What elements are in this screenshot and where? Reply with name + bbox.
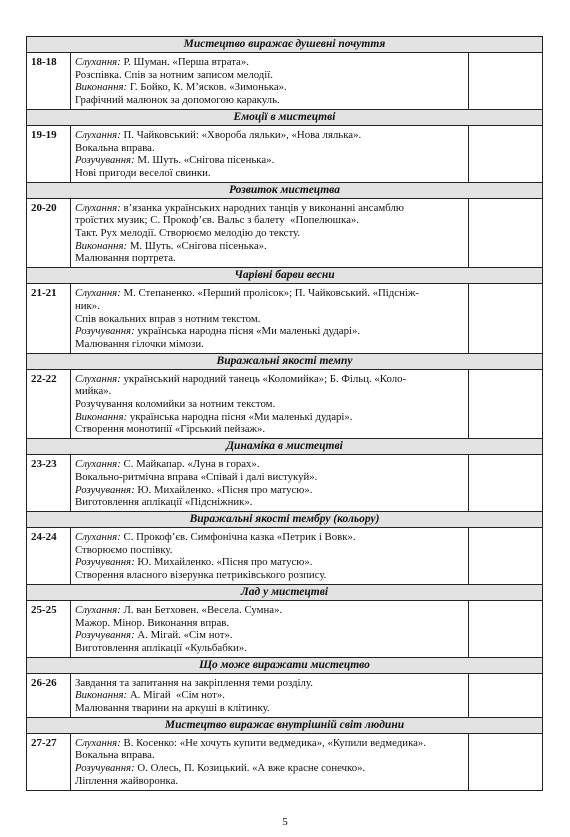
section-title: Виражальні якості тембру (кольору) [27,511,543,527]
lesson-number: 26-26 [27,673,71,717]
lesson-line [75,556,464,569]
activity-text: А. Мігай «Сім нот». [127,689,225,702]
lesson-line [75,689,464,702]
lesson-line [75,484,464,497]
lesson-plan-table [26,36,543,791]
activity-text: Ю. Михайленко. «Пісня про матусю». [134,483,313,496]
lesson-content [71,673,469,717]
activity-label: Слухання: [75,372,121,385]
lesson-line [75,737,464,750]
page-number: 5 [282,816,288,828]
lesson-line [75,252,464,265]
lesson-content [71,600,469,657]
activity-text: Мажор. Мінор. Виконання вправ. [75,616,230,629]
lesson-line [75,154,464,167]
lesson-line [75,775,464,788]
lesson-line [75,167,464,180]
lesson-row [27,527,543,584]
activity-text: Л. ван Бетховен. «Весела. Сумна». [120,603,283,616]
lesson-number: 20-20 [27,198,71,268]
notes-cell [469,284,543,354]
activity-text: Графічний малюнок за допомогою каракуль. [75,94,280,107]
notes-cell [469,125,543,182]
notes-cell [469,198,543,268]
activity-text: Спів вокальних вправ з нотним текстом. [75,312,261,325]
section-header-row [27,353,543,369]
section-header-row [27,109,543,125]
activity-text: Створення монотипії «Гірський пейзаж». [75,423,266,436]
activity-label: Розучування: [75,325,135,338]
section-header-row [27,584,543,600]
activity-text: Виготовлення аплікації «Підсніжник». [75,496,253,509]
activity-text: українська народна пісня «Ми маленькі дударі». [134,325,361,338]
notes-cell [469,53,543,110]
activity-text: М. Шуть. «Снігова пісенька». [127,239,267,252]
lesson-line [75,385,464,398]
activity-text: в’язанка українських народних танців у виконанні ансамблю [120,201,404,214]
activity-text: Вокальна вправа. [75,749,155,762]
activity-text: Розучування коломийки за нотним текстом. [75,398,276,411]
lesson-line [75,531,464,544]
notes-cell [469,455,543,512]
lesson-content [71,198,469,268]
activity-label: Виконання: [75,689,128,702]
lesson-content [71,455,469,512]
activity-text: ник». [75,299,100,312]
activity-label: Слухання: [75,201,121,214]
lesson-row [27,125,543,182]
activity-text: українська народна пісня «Ми маленькі дударі». [127,410,353,423]
activity-text: С. Прокоф’єв. Симфонічна казка «Петрик і Вовк». [120,530,356,543]
section-title: Виражальні якості темпу [27,353,543,369]
activity-label: Розучування: [75,629,135,642]
lesson-line [75,94,464,107]
lesson-line [75,629,464,642]
lesson-line [75,642,464,655]
lesson-line [75,81,464,94]
activity-text: український народний танець «Коломийка»; Б. Фільц. «Коло- [120,372,407,385]
lesson-row [27,369,543,439]
lesson-content [71,125,469,182]
activity-text: мийка». [75,385,112,398]
lesson-line [75,677,464,690]
lesson-line [75,569,464,582]
notes-cell [469,600,543,657]
activity-text: троїстих музик; С. Прокоф’єв. Вальс з балету «Попелюшка». [75,214,359,227]
lesson-line [75,398,464,411]
activity-text: Ю. Михайленко. «Пісня про матусю». [134,556,313,569]
lesson-number: 21-21 [27,284,71,354]
activity-label: Слухання: [75,287,121,300]
lesson-line [75,749,464,762]
activity-text: Завдання та запитання на закріплення теми розділу. [75,676,313,689]
activity-label: Розучування: [75,762,135,775]
lesson-number: 24-24 [27,527,71,584]
lesson-line [75,325,464,338]
lesson-line [75,702,464,715]
lesson-row [27,284,543,354]
section-header-row [27,37,543,53]
lesson-line [75,202,464,215]
lesson-row [27,455,543,512]
lesson-line [75,762,464,775]
notes-cell [469,369,543,439]
lesson-content [71,53,469,110]
activity-text: Р. Шуман. «Перша втрата». [120,56,249,68]
section-header-row [27,511,543,527]
lesson-content [71,284,469,354]
section-title: Розвиток мистецтва [27,182,543,198]
lesson-row [27,673,543,717]
activity-text: О. Олесь, П. Козицький. «А вже красне сонечко». [134,762,366,775]
lesson-line [75,496,464,509]
lesson-row [27,198,543,268]
activity-text: П. Чайковський: «Хвороба ляльки», «Нова лялька». [120,128,362,141]
activity-text: Нові пригоди веселої свинки. [75,166,211,179]
activity-text: Малювання тварини на аркуші в клітинку. [75,702,270,715]
activity-text: С. Майкапар. «Луна в горах». [120,458,260,471]
lesson-line [75,142,464,155]
section-header-row [27,657,543,673]
section-header-row [27,182,543,198]
activity-text: Г. Бойко, К. М’ясков. «Зимонька». [127,81,287,94]
lesson-line [75,129,464,142]
activity-label: Виконання: [75,410,128,423]
activity-label: Слухання: [75,603,121,616]
lesson-number: 23-23 [27,455,71,512]
lesson-content [71,733,469,790]
section-title: Чарівні барви весни [27,268,543,284]
lesson-line [75,617,464,630]
activity-label: Виконання: [75,81,128,94]
activity-label: Розучування: [75,483,135,496]
section-header-row [27,717,543,733]
activity-text: Малювання портрета. [75,252,176,265]
activity-label: Виконання: [75,239,128,252]
activity-label: Розучування: [75,556,135,569]
lesson-row [27,733,543,790]
lesson-line [75,423,464,436]
notes-cell [469,733,543,790]
section-title: Емоції в мистецтві [27,109,543,125]
lesson-line [75,411,464,424]
activity-label: Слухання: [75,458,121,471]
activity-label: Слухання: [75,736,121,749]
activity-text: В. Косенко: «Не хочуть купити ведмедика», «Купили ведмедика». [120,736,427,749]
activity-text: Малювання гілочки мімози. [75,337,204,350]
activity-text: Такт. Рух мелодії. Створюємо мелодію до тексту. [75,227,301,240]
lesson-number: 18-18 [27,53,71,110]
lesson-line [75,458,464,471]
lesson-row [27,53,543,110]
lesson-number: 22-22 [27,369,71,439]
activity-label: Слухання: [75,530,121,543]
lesson-content [71,527,469,584]
section-title: Лад у мистецтві [27,584,543,600]
lesson-line [75,300,464,313]
notes-cell [469,527,543,584]
activity-text: Ліплення жайворонка. [75,774,179,787]
activity-label: Розучування: [75,154,135,167]
activity-text: Вокальна вправа. [75,141,155,154]
lesson-line [75,287,464,300]
activity-text: Виготовлення аплікації «Кульбабки». [75,641,247,654]
lesson-line [75,214,464,227]
lesson-line [75,240,464,253]
activity-text: Створюємо поспівку. [75,543,173,556]
lesson-plan-sheet [26,36,542,791]
notes-cell [469,673,543,717]
lesson-line [75,471,464,484]
activity-text: Створення власного візерунка петриківського розпису. [75,569,327,582]
activity-label: Слухання: [75,56,121,68]
activity-text: Розспівка. Спів за нотним записом мелодії. [75,68,273,81]
section-title: Динаміка в мистецтві [27,439,543,455]
activity-text: М. Шуть. «Снігова пісенька». [134,154,275,167]
activity-text: Вокально-ритмічна вправа «Співай і далі вистукуй». [75,470,318,483]
lesson-line [75,544,464,557]
lesson-row [27,600,543,657]
lesson-line [75,69,464,82]
lesson-number: 25-25 [27,600,71,657]
activity-text: А. Мігай. «Сім нот». [134,629,233,642]
lesson-content [71,369,469,439]
section-title: Мистецтво виражає душевні почуття [27,37,543,53]
lesson-number: 27-27 [27,733,71,790]
section-header-row [27,268,543,284]
section-title: Мистецтво виражає внутрішній світ людини [27,717,543,733]
lesson-line [75,227,464,240]
lesson-line [75,373,464,386]
section-header-row [27,439,543,455]
lesson-line [75,604,464,617]
lesson-line [75,338,464,351]
activity-label: Слухання: [75,128,121,141]
section-title: Що може виражати мистецтво [27,657,543,673]
activity-text: М. Степаненко. «Перший пролісок»; П. Чайковський. «Підсніж- [120,287,419,300]
lesson-line [75,56,464,69]
lesson-number: 19-19 [27,125,71,182]
lesson-line [75,313,464,326]
